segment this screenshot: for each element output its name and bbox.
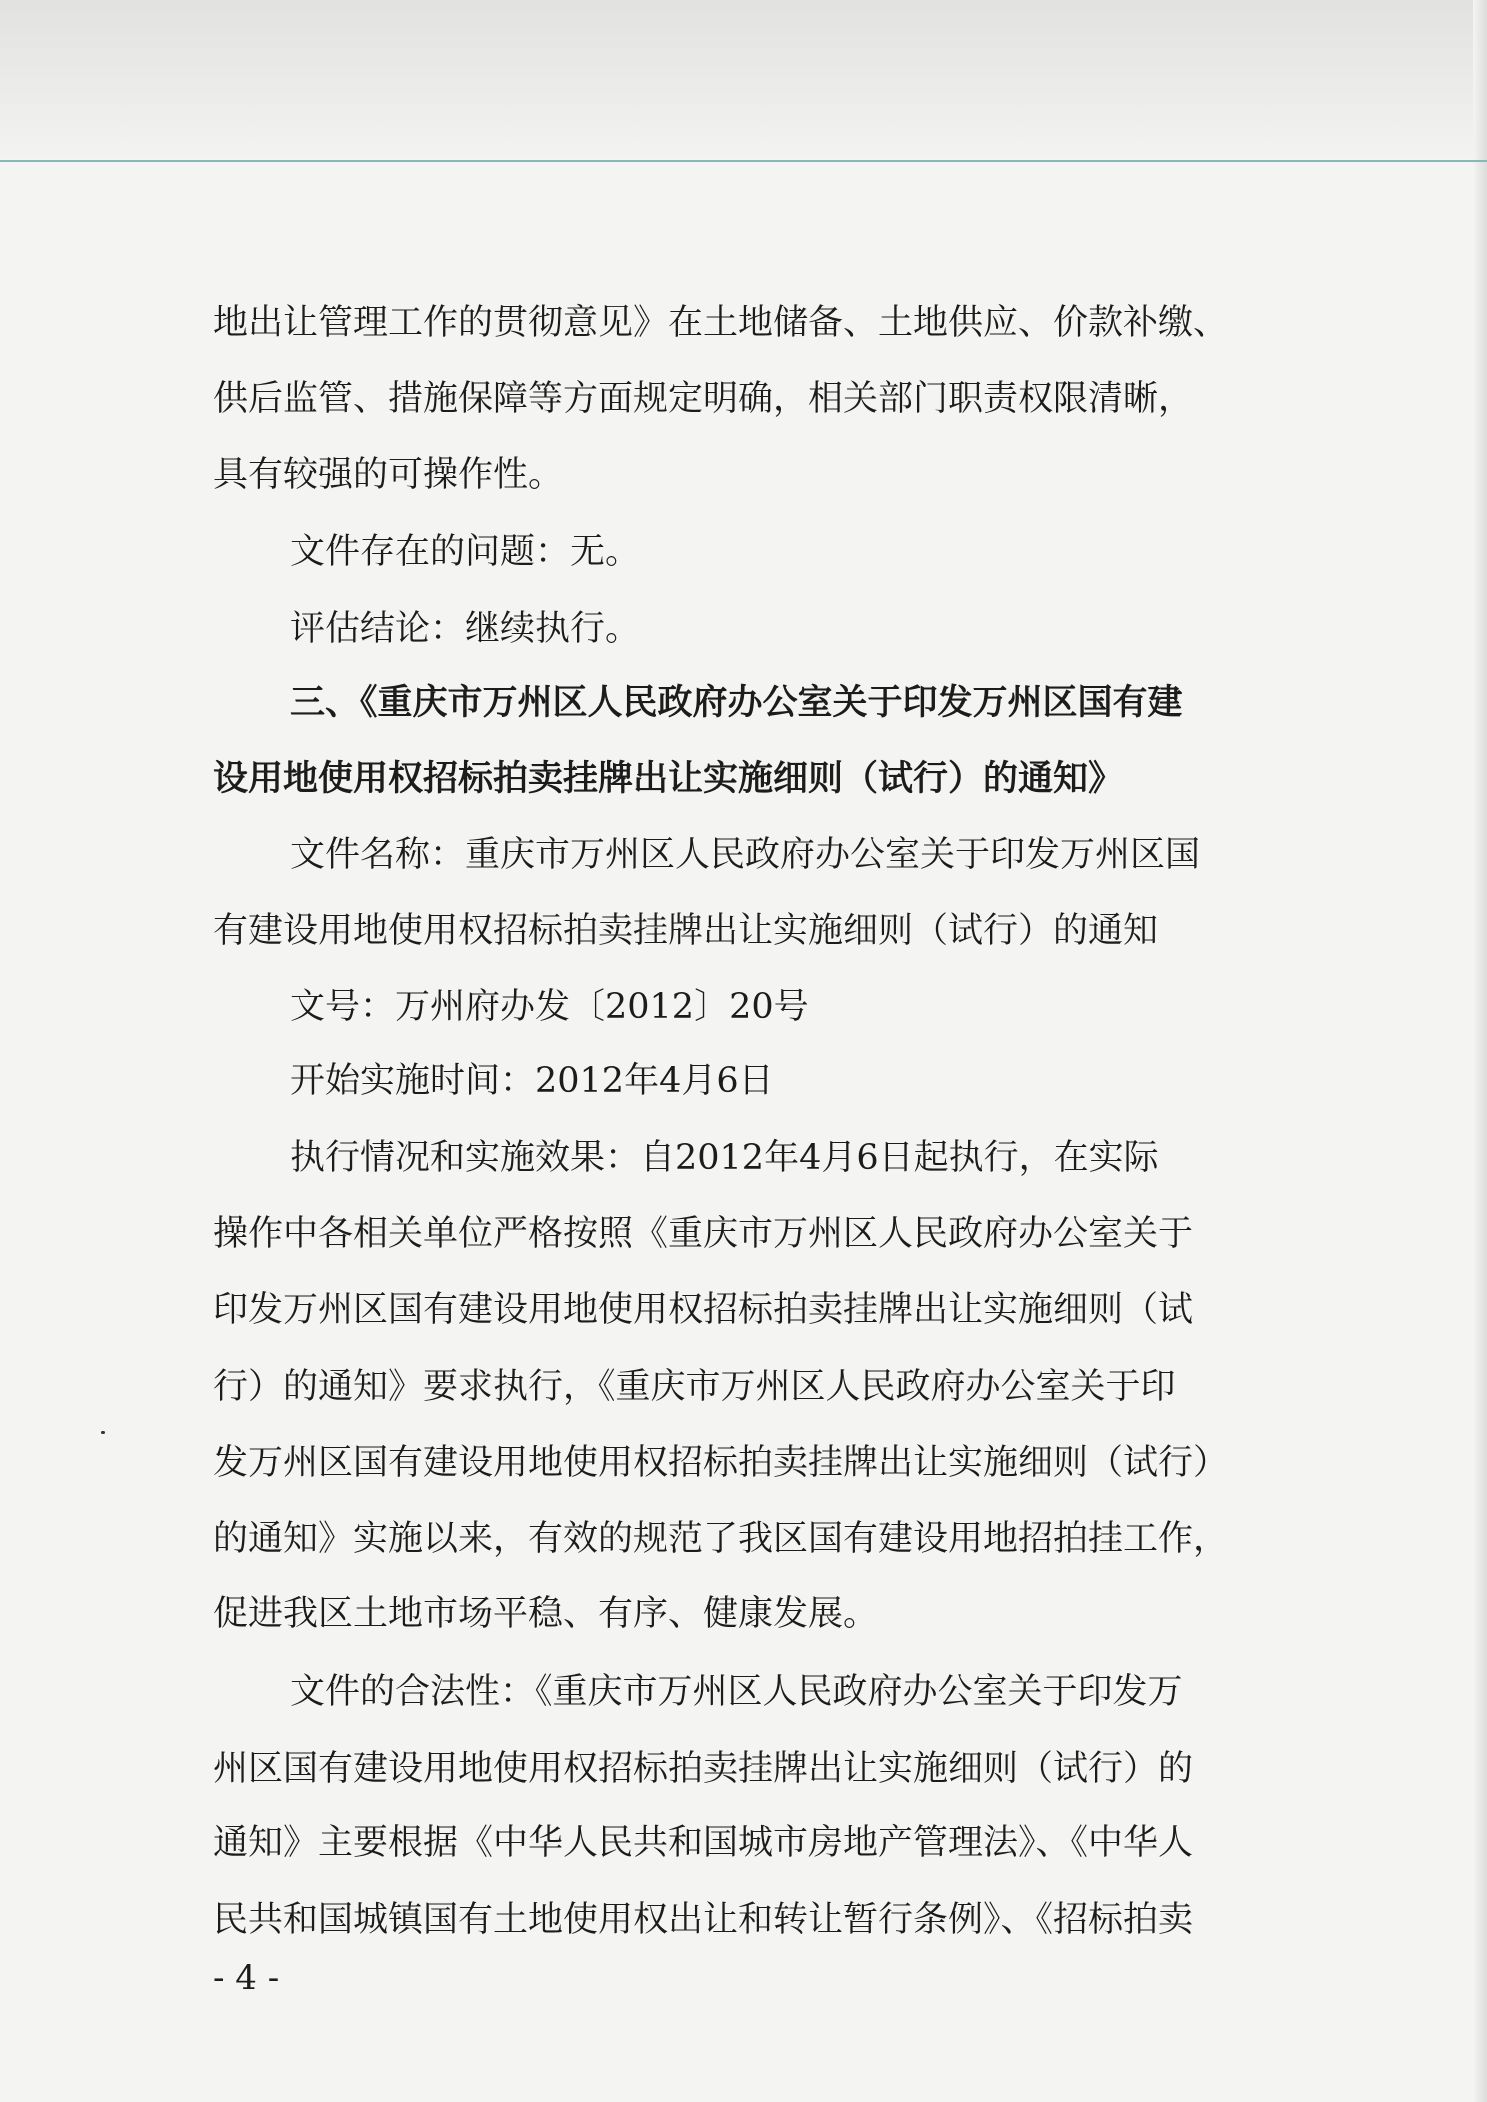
effect-paragraph-line: 发万州区国有建设用地使用权招标拍卖挂牌出让实施细则（试行） (213, 1443, 1229, 1483)
paragraph-line: 地出让管理工作的贯彻意见》在土地储备、土地供应、价款补缴、 (213, 303, 1229, 343)
paragraph-line: 具有较强的可操作性。 (213, 455, 564, 495)
file-name-line: 有建设用地使用权招标拍卖挂牌出让实施细则（试行）的通知 (213, 911, 1159, 951)
page-number: - 4 - (213, 1958, 280, 1998)
paragraph-line: 供后监管、措施保障等方面规定明确，相关部门职责权限清晰， (213, 379, 1194, 419)
conclusion-line: 评估结论：继续执行。 (290, 609, 641, 649)
scan-edge (1473, 0, 1487, 2102)
effect-paragraph-line: 执行情况和实施效果：自2012年4月6日起执行，在实际 (290, 1138, 1159, 1178)
legality-paragraph-line: 州区国有建设用地使用权招标拍卖挂牌出让实施细则（试行）的 (213, 1749, 1194, 1789)
effect-paragraph-line: 促进我区土地市场平稳、有序、健康发展。 (213, 1594, 879, 1634)
section-heading: 设用地使用权招标拍卖挂牌出让实施细则（试行）的通知》 (213, 759, 1124, 799)
legality-paragraph-line: 文件的合法性：《重庆市万州区人民政府办公室关于印发万 (290, 1672, 1183, 1712)
effect-paragraph-line: 的通知》实施以来，有效的规范了我区国有建设用地招拍挂工作， (213, 1519, 1229, 1559)
problem-line: 文件存在的问题：无。 (290, 532, 641, 572)
header-rule (0, 160, 1487, 162)
effect-paragraph-line: 操作中各相关单位严格按照《重庆市万州区人民政府办公室关于 (213, 1214, 1194, 1254)
legality-paragraph-line: 通知》主要根据《中华人民共和国城市房地产管理法》、《中华人 (213, 1823, 1194, 1863)
scan-speck (101, 1431, 105, 1434)
scan-shadow (0, 0, 1487, 165)
effective-date-line: 开始实施时间：2012年4月6日 (290, 1061, 774, 1101)
section-heading: 三、《重庆市万州区人民政府办公室关于印发万州区国有建 (290, 683, 1183, 723)
effect-paragraph-line: 印发万州区国有建设用地使用权招标拍卖挂牌出让实施细则（试 (213, 1290, 1194, 1330)
file-name-line: 文件名称：重庆市万州区人民政府办公室关于印发万州区国 (290, 835, 1201, 875)
legality-paragraph-line: 民共和国城镇国有土地使用权出让和转让暂行条例》、《招标拍卖 (213, 1900, 1194, 1940)
effect-paragraph-line: 行）的通知》要求执行，《重庆市万州区人民政府办公室关于印 (213, 1367, 1176, 1407)
document-number-line: 文号：万州府办发〔2012〕20号 (290, 987, 809, 1027)
